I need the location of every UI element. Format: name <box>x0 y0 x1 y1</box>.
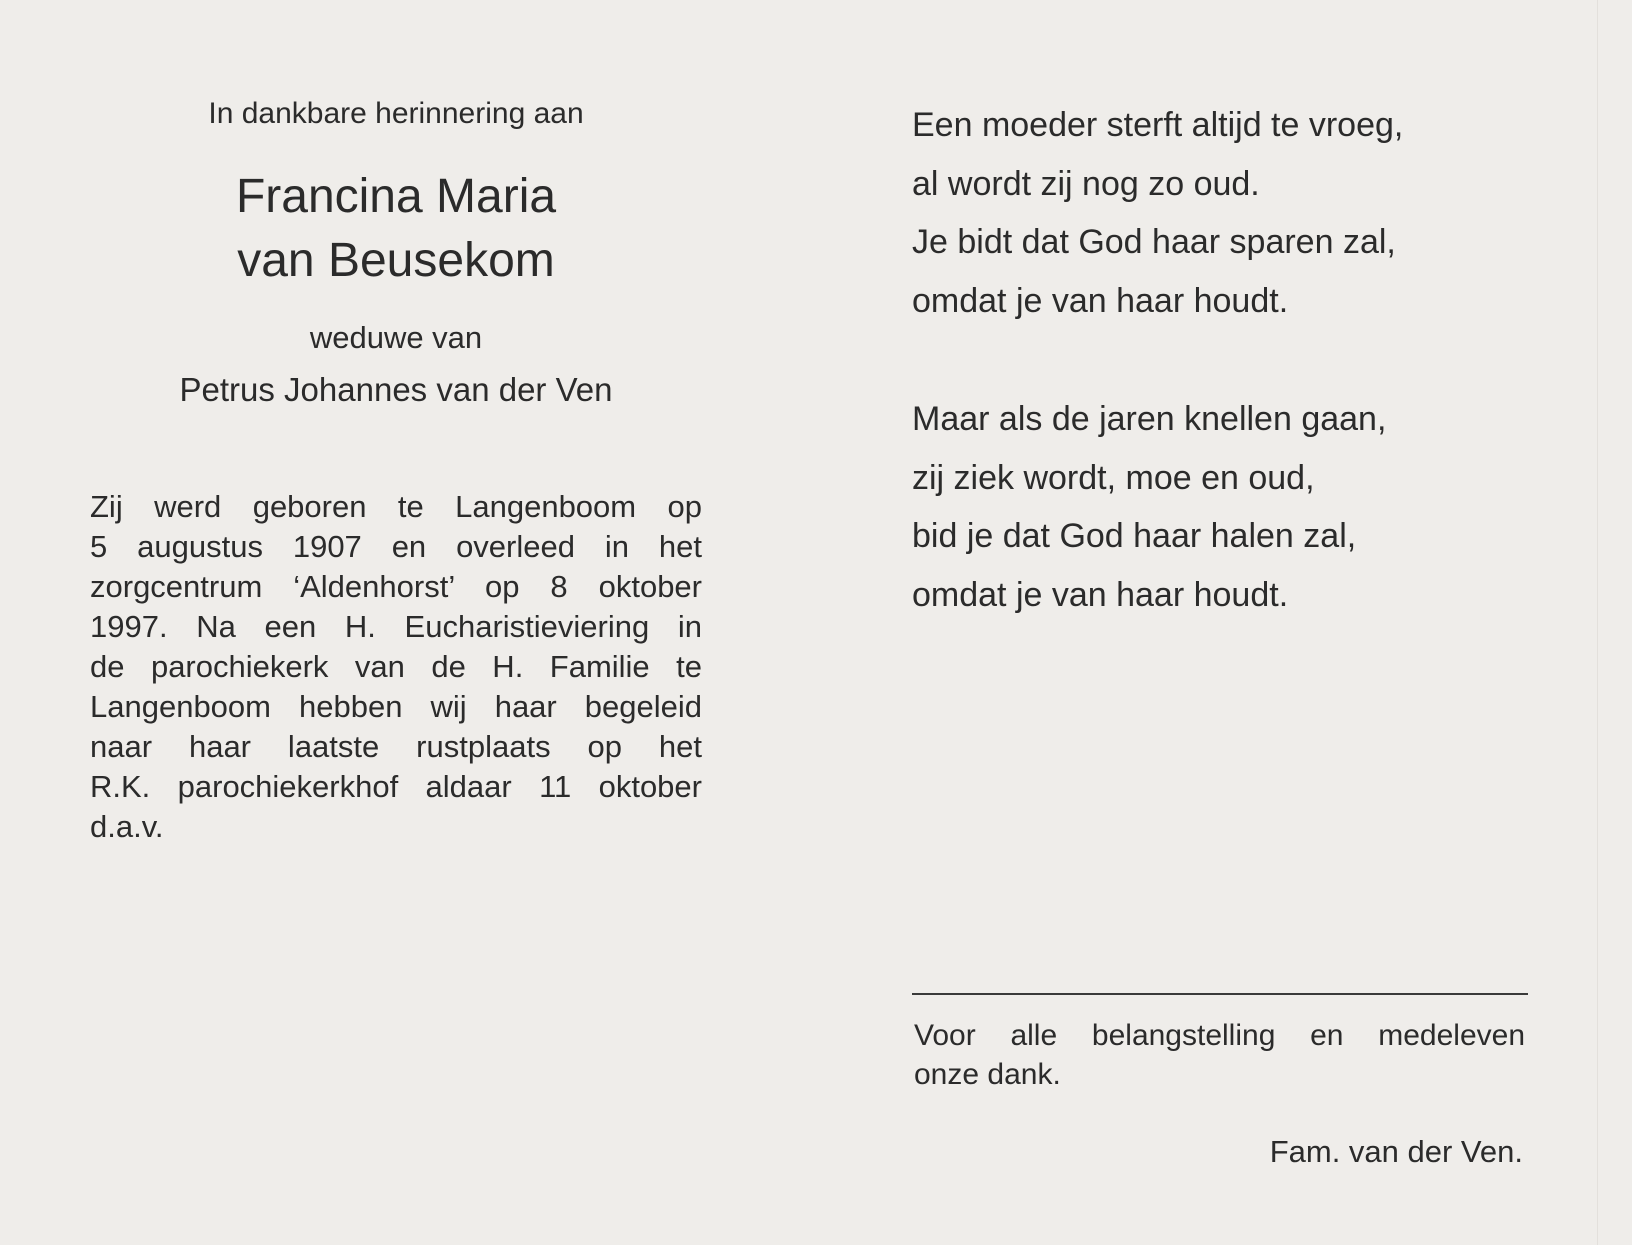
bio-line: 1997. Na een H. Eucharistieviering in <box>90 609 702 644</box>
divider-line <box>912 993 1528 995</box>
deceased-name-line-1: Francina Maria <box>235 170 557 223</box>
poem <box>912 96 1403 684</box>
bio-line: Langenboom hebben wij haar begeleid <box>90 689 702 724</box>
bio-line: 5 augustus 1907 en overleed in het <box>90 529 702 564</box>
poem-stanza-2 <box>912 390 1403 624</box>
husband-name: Petrus Johannes van der Ven <box>179 371 613 408</box>
family-signature: Fam. van der Ven. <box>1269 1134 1523 1169</box>
widow-of-label: weduwe van <box>309 320 483 355</box>
bio-line: naar haar laatste rustplaats op het <box>90 729 702 764</box>
poem-verse: bid je dat God haar halen zal, <box>912 517 1357 555</box>
poem-verse: Je bidt dat God haar sparen zal, <box>912 223 1396 261</box>
bio-line: de parochiekerk van de H. Familie te <box>90 649 702 684</box>
bio-line: Zij werd geboren te Langenboom op <box>90 489 702 524</box>
bio-line: R.K. parochiekerkhof aldaar 11 oktober <box>90 769 702 804</box>
biography-paragraph <box>90 487 702 847</box>
poem-verse: omdat je van haar houdt. <box>912 281 1289 320</box>
poem-verse: Een moeder sterft altijd te vroeg, <box>912 106 1404 144</box>
poem-verse: omdat je van haar houdt. <box>912 575 1289 614</box>
card-crease <box>1597 0 1598 1245</box>
poem-verse: Maar als de jaren knellen gaan, <box>912 400 1387 438</box>
intro-text: In dankbare herinnering aan <box>208 97 584 130</box>
thanks-line: onze dank. <box>914 1058 1061 1091</box>
bio-line: d.a.v. <box>90 809 164 844</box>
poem-verse: zij ziek wordt, moe en oud, <box>912 458 1315 497</box>
thanks-line: Voor alle belangstelling en medeleven <box>914 1019 1525 1052</box>
deceased-name-line-2: van Beusekom <box>237 234 555 287</box>
poem-verse: al wordt zij nog zo oud. <box>912 164 1260 203</box>
poem-stanza-1 <box>912 96 1403 330</box>
thanks-note <box>914 1016 1525 1094</box>
bio-line: zorgcentrum ‘Aldenhorst’ op 8 oktober <box>90 569 702 604</box>
deceased-name <box>90 165 702 293</box>
